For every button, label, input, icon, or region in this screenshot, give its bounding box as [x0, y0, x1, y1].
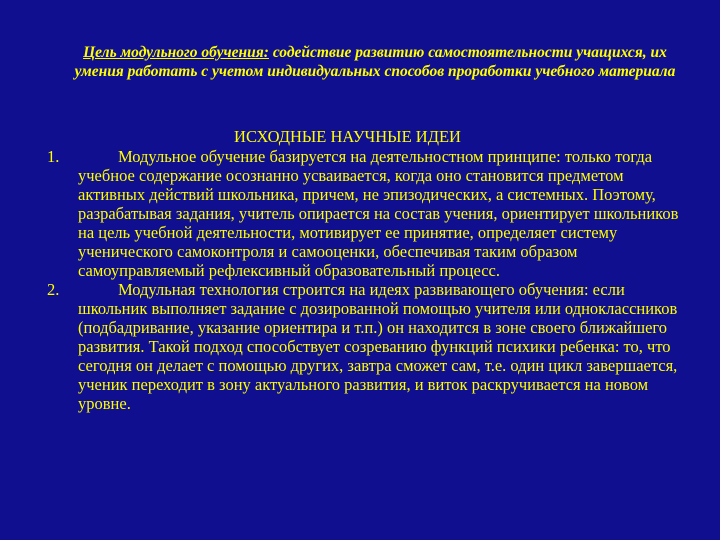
goal-text: содействие развитию самостоятельности учащихся, их умения работать с учетом индивидуальных способов проработки учебного материала	[74, 44, 676, 80]
goal-statement	[60, 43, 690, 81]
section-heading: ИСХОДНЫЕ НАУЧНЫЕ ИДЕИ	[234, 127, 461, 146]
idea-item-1	[0, 147, 690, 280]
idea-item-2	[0, 280, 690, 413]
idea-number: 1.	[47, 147, 60, 166]
idea-text: Модульная технология строится на идеях развивающего обучения: если школьник выполняет задание с дозированной помощью учителя или одноклассников (подбадривание, указание ориентира и т.п.) он находится в зоне своего ближайшего развития. Такой подход способствует созреванию функций психики ребенка: то, что сегодня он делает с помощью других, завтра сможет сам, т.е. один цикл завершается, ученик переходит в зону актуального развития, и виток раскручивается на новом уровне.	[78, 280, 678, 413]
idea-number: 2.	[47, 280, 60, 299]
ideas-list	[0, 147, 690, 413]
idea-text: Модульное обучение базируется на деятельностном принципе: только тогда учебное содержание осознанно усваивается, когда оно становится предметом активных действий школьника, причем, не эпизодических, а системных. Поэтому, разрабатывая задания, учитель опирается на состав учения, ориентирует школьников на цель учебной деятельности, мотивирует ее принятие, определяет систему ученического самоконтроля и самооценки, обеспечивая таким образом самоуправляемый рефлексивный образовательный процесс.	[78, 147, 679, 280]
goal-label: Цель модульного обучения:	[83, 44, 269, 61]
